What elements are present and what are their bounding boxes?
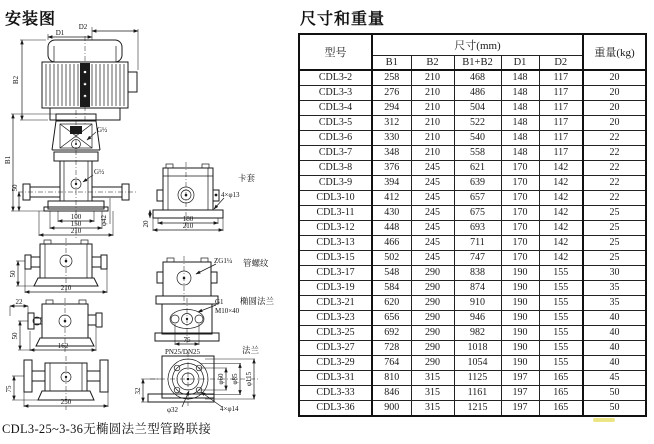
value-cell: 117 (539, 146, 583, 161)
value-cell: 245 (411, 251, 454, 266)
value-cell: 810 (372, 371, 411, 386)
dim-label-pump-100: 100 (70, 213, 82, 221)
port-label-g-mid: G½ (94, 168, 105, 176)
value-cell: 165 (539, 371, 583, 386)
value-cell: 210 (411, 131, 454, 146)
round-flange-view (134, 345, 260, 414)
value-cell: 20 (583, 86, 646, 101)
oval-flange-view (155, 296, 275, 345)
value-cell: 148 (501, 131, 539, 146)
value-cell: 170 (501, 221, 539, 236)
dim-label-phi85: φ85 (231, 373, 239, 385)
value-cell: 1161 (454, 386, 501, 401)
dim-label-v4-250: 250 (60, 398, 72, 406)
value-cell: 210 (411, 70, 454, 86)
pump-side-view-3 (10, 298, 102, 352)
value-cell: 290 (411, 266, 454, 281)
value-cell: 170 (501, 236, 539, 251)
dim-label-clamp-180: 180 (182, 215, 194, 223)
value-cell: 502 (372, 251, 411, 266)
flange-size-label: PN25/DN25 (165, 348, 201, 356)
dim-label-phi115: φ115 (245, 371, 253, 387)
value-cell: 290 (411, 341, 454, 356)
value-cell: 117 (539, 86, 583, 101)
dim-label-phi42: φ42 (100, 214, 108, 226)
value-cell: 190 (501, 356, 539, 371)
dim-label-v3-162: 162 (57, 342, 69, 350)
value-cell: 50 (583, 401, 646, 417)
value-cell: 394 (372, 176, 411, 191)
value-cell: 35 (583, 296, 646, 311)
value-cell: 148 (501, 116, 539, 131)
value-cell: 448 (372, 221, 411, 236)
value-cell: 639 (454, 176, 501, 191)
value-cell: 210 (411, 146, 454, 161)
dim-label-oval-75: 75 (183, 336, 191, 344)
model-cell: CDL3-3 (299, 86, 372, 101)
model-cell: CDL3-21 (299, 296, 372, 311)
model-cell: CDL3-23 (299, 311, 372, 326)
thread-size-label: ZG1¼ (214, 257, 233, 265)
value-cell: 728 (372, 341, 411, 356)
value-cell: 170 (501, 161, 539, 176)
value-cell: 117 (539, 131, 583, 146)
table-row (299, 311, 646, 326)
dimensions-table (298, 33, 647, 417)
value-cell: 656 (372, 311, 411, 326)
value-cell: 504 (454, 101, 501, 116)
model-cell: CDL3-6 (299, 131, 372, 146)
value-cell: 22 (583, 176, 646, 191)
dim-label-phi60: φ60 (217, 373, 225, 385)
value-cell: 1215 (454, 401, 501, 417)
value-cell: 210 (411, 86, 454, 101)
dim-label-v2-210: 210 (60, 284, 72, 292)
value-cell: 430 (372, 206, 411, 221)
value-cell: 165 (539, 386, 583, 401)
value-cell: 486 (454, 86, 501, 101)
model-cell: CDL3-36 (299, 401, 372, 417)
value-cell: 874 (454, 281, 501, 296)
model-cell: CDL3-4 (299, 101, 372, 116)
value-cell: 45 (583, 371, 646, 386)
value-cell: 142 (539, 206, 583, 221)
value-cell: 258 (372, 70, 411, 86)
value-cell: 982 (454, 326, 501, 341)
value-cell: 315 (411, 371, 454, 386)
value-cell: 25 (583, 206, 646, 221)
value-cell: 25 (583, 236, 646, 251)
table-row (299, 371, 646, 386)
col-subheader-b1b2: B1+B2 (454, 56, 501, 71)
model-cell: CDL3-9 (299, 176, 372, 191)
table-row (299, 86, 646, 101)
value-cell: 170 (501, 191, 539, 206)
table-row (299, 251, 646, 266)
table-row (299, 341, 646, 356)
value-cell: 190 (501, 311, 539, 326)
model-cell: CDL3-17 (299, 266, 372, 281)
value-cell: 747 (454, 251, 501, 266)
value-cell: 548 (372, 266, 411, 281)
value-cell: 22 (583, 131, 646, 146)
value-cell: 245 (411, 206, 454, 221)
value-cell: 315 (411, 401, 454, 417)
oval-flange-size-label: G1 (215, 298, 224, 306)
oval-flange-bolts-label: M10×40 (215, 307, 240, 315)
table-row (299, 146, 646, 161)
value-cell: 348 (372, 146, 411, 161)
value-cell: 693 (454, 221, 501, 236)
value-cell: 197 (501, 386, 539, 401)
table-row (299, 206, 646, 221)
model-cell: CDL3-8 (299, 161, 372, 176)
col-subheader-d2: D2 (539, 56, 583, 71)
value-cell: 170 (501, 206, 539, 221)
value-cell: 1054 (454, 356, 501, 371)
installation-diagram-title: 安装图 (5, 11, 57, 28)
value-cell: 155 (539, 311, 583, 326)
value-cell: 197 (501, 371, 539, 386)
table-row (299, 266, 646, 281)
value-cell: 142 (539, 221, 583, 236)
value-cell: 190 (501, 326, 539, 341)
value-cell: 170 (501, 176, 539, 191)
value-cell: 20 (583, 116, 646, 131)
pump-side-view-4 (5, 356, 108, 410)
model-cell: CDL3-19 (299, 281, 372, 296)
value-cell: 25 (583, 251, 646, 266)
value-cell: 142 (539, 191, 583, 206)
dimensions-title: 尺寸和重量 (300, 11, 386, 28)
model-cell: CDL3-7 (299, 146, 372, 161)
table-row (299, 70, 646, 86)
model-cell: CDL3-13 (299, 236, 372, 251)
value-cell: 142 (539, 176, 583, 191)
table-row (299, 101, 646, 116)
value-cell: 35 (583, 281, 646, 296)
col-header-weight: 重量(kg) (583, 34, 646, 70)
value-cell: 20 (583, 70, 646, 86)
value-cell: 155 (539, 326, 583, 341)
diagram-caption: CDL3-25~3-36无椭圆法兰型管路联接 (2, 422, 212, 436)
value-cell: 468 (454, 70, 501, 86)
value-cell: 197 (501, 401, 539, 417)
value-cell: 155 (539, 296, 583, 311)
value-cell: 294 (372, 101, 411, 116)
value-cell: 946 (454, 311, 501, 326)
value-cell: 40 (583, 341, 646, 356)
table-row (299, 236, 646, 251)
value-cell: 540 (454, 131, 501, 146)
value-cell: 190 (501, 281, 539, 296)
col-header-size: 尺寸(mm) (372, 34, 583, 56)
value-cell: 711 (454, 236, 501, 251)
installation-diagram (0, 0, 300, 444)
flange-bolts-label: 4×φ14 (220, 405, 239, 413)
value-cell: 1125 (454, 371, 501, 386)
dim-label-b1: B1 (4, 155, 12, 165)
value-cell: 290 (411, 311, 454, 326)
value-cell: 621 (454, 161, 501, 176)
table-row (299, 356, 646, 371)
value-cell: 40 (583, 356, 646, 371)
value-cell: 330 (372, 131, 411, 146)
dim-label-b2: B2 (12, 75, 20, 85)
dim-label-d1: D1 (55, 29, 65, 37)
col-header-model: 型号 (299, 34, 372, 70)
value-cell: 22 (583, 146, 646, 161)
value-cell: 30 (583, 266, 646, 281)
value-cell: 290 (411, 281, 454, 296)
scan-artifact (593, 418, 615, 422)
model-cell: CDL3-11 (299, 206, 372, 221)
value-cell: 142 (539, 161, 583, 176)
clamp-coupling-view (142, 162, 256, 232)
value-cell: 657 (454, 191, 501, 206)
value-cell: 245 (411, 191, 454, 206)
dim-label-phi32: φ32 (167, 406, 179, 414)
value-cell: 312 (372, 116, 411, 131)
value-cell: 245 (411, 161, 454, 176)
dim-label-clamp-20: 20 (142, 220, 150, 228)
model-cell: CDL3-10 (299, 191, 372, 206)
value-cell: 155 (539, 266, 583, 281)
value-cell: 142 (539, 251, 583, 266)
clamp-bolts-label: 4×φ13 (221, 191, 240, 199)
value-cell: 764 (372, 356, 411, 371)
value-cell: 838 (454, 266, 501, 281)
value-cell: 148 (501, 146, 539, 161)
value-cell: 155 (539, 341, 583, 356)
value-cell: 22 (583, 161, 646, 176)
value-cell: 900 (372, 401, 411, 417)
dim-label-v2-50: 50 (9, 270, 17, 278)
model-cell: CDL3-2 (299, 70, 372, 86)
model-cell: CDL3-27 (299, 341, 372, 356)
value-cell: 315 (411, 386, 454, 401)
value-cell: 190 (501, 341, 539, 356)
table-row (299, 161, 646, 176)
value-cell: 142 (539, 236, 583, 251)
value-cell: 117 (539, 116, 583, 131)
table-row (299, 401, 646, 417)
value-cell: 170 (501, 251, 539, 266)
dim-label-flange-32: 32 (134, 387, 142, 395)
value-cell: 190 (501, 266, 539, 281)
value-cell: 522 (454, 116, 501, 131)
model-cell: CDL3-25 (299, 326, 372, 341)
model-cell: CDL3-33 (299, 386, 372, 401)
value-cell: 290 (411, 326, 454, 341)
value-cell: 40 (583, 311, 646, 326)
value-cell: 25 (583, 221, 646, 236)
value-cell: 22 (583, 191, 646, 206)
pump-side-view-2 (9, 238, 107, 293)
oval-flange-label: 椭圆法兰 (240, 296, 275, 306)
value-cell: 148 (501, 86, 539, 101)
value-cell: 376 (372, 161, 411, 176)
pump-front-view (4, 110, 136, 238)
value-cell: 1018 (454, 341, 501, 356)
value-cell: 245 (411, 236, 454, 251)
value-cell: 50 (583, 386, 646, 401)
port-label-g-top: G½ (97, 126, 108, 134)
model-cell: CDL3-29 (299, 356, 372, 371)
value-cell: 276 (372, 86, 411, 101)
dim-label-v4-75: 75 (5, 385, 13, 393)
table-row (299, 131, 646, 146)
value-cell: 910 (454, 296, 501, 311)
value-cell: 584 (372, 281, 411, 296)
value-cell: 40 (583, 326, 646, 341)
value-cell: 148 (501, 101, 539, 116)
value-cell: 692 (372, 326, 411, 341)
value-cell: 675 (454, 206, 501, 221)
value-cell: 190 (501, 296, 539, 311)
table-row (299, 296, 646, 311)
table-row (299, 326, 646, 341)
table-row (299, 386, 646, 401)
dim-label-v3-50: 50 (11, 332, 19, 340)
thread-label: 管螺纹 (243, 258, 269, 268)
value-cell: 155 (539, 281, 583, 296)
col-subheader-d1: D1 (501, 56, 539, 71)
model-cell: CDL3-12 (299, 221, 372, 236)
table-row (299, 221, 646, 236)
dim-label-v3-22: 22 (15, 298, 23, 306)
dim-label-pump-150: 150 (70, 220, 82, 228)
value-cell: 846 (372, 386, 411, 401)
value-cell: 290 (411, 296, 454, 311)
model-cell: CDL3-31 (299, 371, 372, 386)
col-subheader-b1: B1 (372, 56, 411, 71)
value-cell: 210 (411, 116, 454, 131)
table-row (299, 176, 646, 191)
dim-label-pump-210: 210 (70, 227, 82, 235)
value-cell: 290 (411, 356, 454, 371)
table-row (299, 281, 646, 296)
col-subheader-b2: B2 (411, 56, 454, 71)
value-cell: 148 (501, 70, 539, 86)
model-cell: CDL3-5 (299, 116, 372, 131)
value-cell: 558 (454, 146, 501, 161)
table-row (299, 191, 646, 206)
flange-label: 法兰 (242, 345, 260, 355)
dim-label-clamp-210: 210 (182, 222, 194, 230)
value-cell: 245 (411, 221, 454, 236)
motor-top-view (12, 23, 138, 126)
value-cell: 117 (539, 70, 583, 86)
value-cell: 155 (539, 356, 583, 371)
dim-label-d2: D2 (78, 23, 88, 31)
table-row (299, 116, 646, 131)
clamp-label: 卡套 (238, 173, 256, 183)
value-cell: 412 (372, 191, 411, 206)
value-cell: 210 (411, 101, 454, 116)
value-cell: 20 (583, 101, 646, 116)
value-cell: 165 (539, 401, 583, 417)
value-cell: 117 (539, 101, 583, 116)
value-cell: 620 (372, 296, 411, 311)
dim-label-pump-50: 50 (11, 184, 19, 192)
value-cell: 245 (411, 176, 454, 191)
model-cell: CDL3-15 (299, 251, 372, 266)
value-cell: 466 (372, 236, 411, 251)
